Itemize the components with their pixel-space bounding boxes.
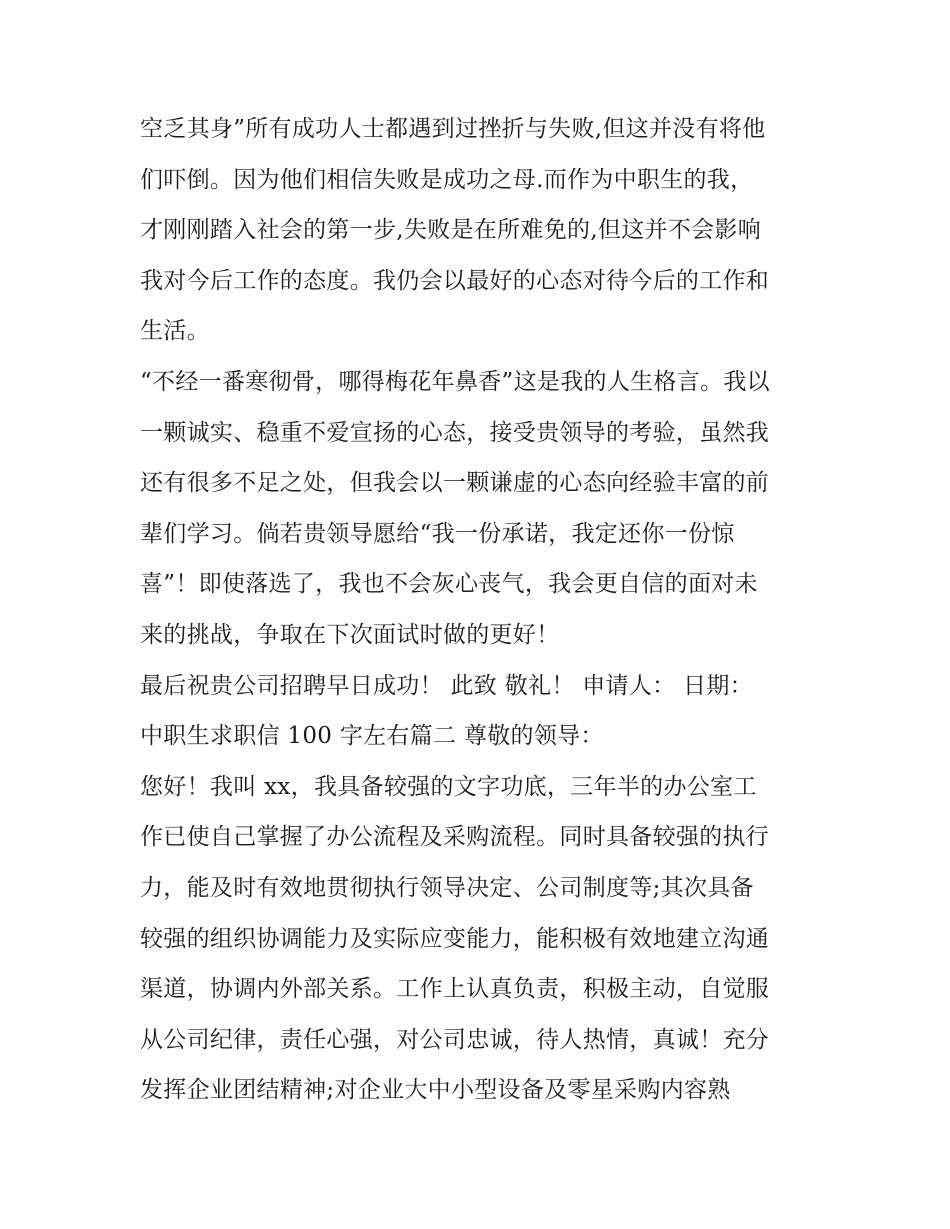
text-line: 您好！我叫 xx，我具备较强的文字功底，三年半的办公室工 bbox=[140, 773, 757, 800]
text-line: 才刚刚踏入社会的第一步,失败是在所难免的,但这并不会影响 bbox=[140, 217, 762, 244]
text-line: 辈们学习。倘若贵领导愿给“我一份承诺，我定还你一份惊 bbox=[140, 520, 735, 547]
text-line: 空乏其身”所有成功人士都遇到过挫折与失败,但这并没有将他 bbox=[140, 116, 766, 142]
text-line: 从公司纪律，责任心强，对公司忠诚，待人热情，真诚！充分 bbox=[140, 1026, 770, 1053]
text-line: 作已使自己掌握了办公流程及采购流程。同时具备较强的执行 bbox=[140, 824, 770, 851]
text-line: 来的挑战，争取在下次面试时做的更好！ bbox=[140, 621, 560, 648]
text-line: 最后祝贵公司招聘早日成功！ 此致 敬礼！ 申请人： 日期： bbox=[140, 672, 753, 699]
text-line: 喜”！即使落选了，我也不会灰心丧气，我会更自信的面对未 bbox=[140, 571, 758, 598]
text-line: 一颗诚实、稳重不爱宣扬的心态，接受贵领导的考验，虽然我 bbox=[140, 419, 770, 446]
text-line: 们吓倒。因为他们相信失败是成功之母.而作为中职生的我， bbox=[140, 166, 754, 193]
text-line: 渠道，协调内外部关系。工作上认真负责，积极主动，自觉服 bbox=[140, 976, 770, 1003]
text-line: “不经一番寒彻骨，哪得梅花年鼻香”这是我的人生格言。我以 bbox=[140, 368, 770, 395]
text-line: 发挥企业团结精神;对企业大中小型设备及零星采购内容熟 bbox=[140, 1077, 731, 1104]
section-heading: 中职生求职信 100 字左右篇二 尊敬的领导： bbox=[140, 723, 604, 750]
text-line: 力，能及时有效地贯彻执行领导决定、公司制度等;其次具备 bbox=[140, 874, 754, 901]
text-line: 还有很多不足之处，但我会以一颗谦虚的心态向经验丰富的前 bbox=[140, 470, 770, 497]
document-body bbox=[140, 104, 820, 1116]
text-line: 生活。 bbox=[140, 318, 210, 345]
text-line: 较强的组织协调能力及实际应变能力，能积极有效地建立沟通 bbox=[140, 925, 770, 952]
text-line: 我对今后工作的态度。我仍会以最好的心态对待今后的工作和 bbox=[140, 267, 770, 294]
